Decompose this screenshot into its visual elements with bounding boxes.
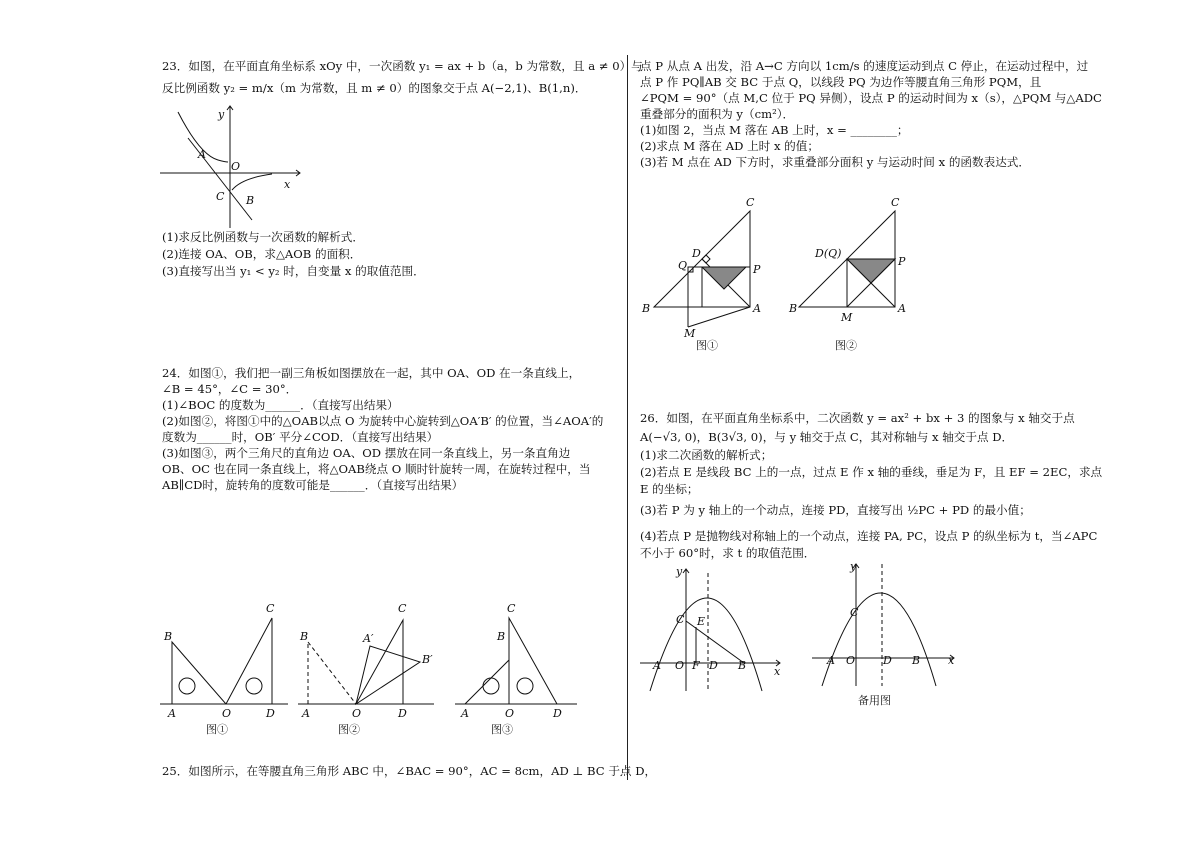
q24-f1-C: C: [266, 602, 275, 615]
q26-f1-B: B: [738, 659, 747, 672]
q23-line2: 反比例函数 y₂ = m/x（m 为常数，且 m ≠ 0）的图象交于点 A(−2,1)、B(1,n)．: [162, 81, 587, 95]
q26-sub1: (1)求二次函数的解析式；: [640, 448, 773, 462]
q24-f1-D: D: [266, 707, 275, 720]
q23-sub3: (3)直接写出当 y₁ < y₂ 时，自变量 x 的取值范围．: [162, 264, 425, 278]
q26-f1-y: y: [676, 565, 683, 578]
q24-f3-D: D: [553, 707, 562, 720]
q23-fig-a: A: [198, 148, 206, 161]
q25-f1-D: D: [692, 247, 701, 260]
q24-figure-1: [160, 600, 290, 740]
q26-f2-A: A: [827, 654, 835, 667]
q26-sub3: (3)若 P 为 y 轴上的一个动点，连接 PD，直接写出 ½PC + PD 的最小值；: [640, 503, 1031, 517]
q23-sub2: (2)连接 OA、OB，求△AOB 的面积．: [162, 247, 362, 261]
q25-f2-C: C: [891, 196, 900, 209]
q26-sub4b: 不小于 60°时，求 t 的取值范围．: [640, 546, 816, 560]
q24-figure-3: [455, 600, 585, 740]
q25-f1-Q: Q: [678, 259, 688, 272]
q24-figure-2: [298, 600, 438, 740]
q24-f2-B: B: [300, 630, 309, 643]
q26-f1-D: D: [709, 659, 718, 672]
q26-figure-2: [812, 560, 962, 710]
q25-figure-1: [640, 195, 770, 355]
q24-sub2b: 度数为______时，OB′ 平分∠COD．（直接写出结果）: [162, 430, 439, 444]
q23-fig-b: B: [246, 194, 255, 207]
q23-line1: 23．如图，在平面直角坐标系 xOy 中，一次函数 y₁ = ax + b（a，b 为常数，且 a ≠ 0）与: [162, 59, 643, 73]
q24-f3-C: C: [507, 602, 516, 615]
q26-f2-x: x: [948, 654, 955, 667]
q25-line1: 25．如图所示，在等腰直角三角形 ABC 中，∠BAC = 90°，AC = 8cm，AD ⊥ BC 于点 D，: [162, 764, 657, 778]
q24-f2-D: D: [398, 707, 407, 720]
q23-fig-y: y: [218, 108, 225, 121]
q26-f1-C: C: [676, 613, 685, 626]
q25-f1-A: A: [753, 302, 761, 315]
q25-f2-A: A: [898, 302, 906, 315]
q26-sub4a: (4)若点 P 是抛物线对称轴上的一个动点，连接 PA, PC，设点 P 的纵坐标为 t，当∠APC: [640, 529, 1098, 543]
q25-cont3: ∠PQM = 90°（点 M,C 位于 PQ 异侧），设点 P 的运动时间为 x（s），△PQM 与△ADC: [640, 91, 1102, 105]
q24-sub3a: (3)如图③，两个三角尺的直角边 OA、OD 摆放在同一条直线上，另一条直角边: [162, 446, 571, 460]
q25-f2-B: B: [789, 302, 798, 315]
q25-f1-P: P: [753, 263, 761, 276]
q24-f1-O: O: [222, 707, 232, 720]
q25-cont1: 点 P 从点 A 出发，沿 A→C 方向以 1cm/s 的速度运动到点 C 停止，在运动过程中，过: [640, 59, 1089, 73]
q25-f1-C: C: [746, 196, 755, 209]
q24-sub3c: AB∥CD时，旋转角的度数可能是______．（直接写出结果）: [162, 478, 464, 492]
q24-f2-A1: A′: [363, 632, 374, 645]
q23-fig-x: x: [284, 178, 291, 191]
q25-cont2: 点 P 作 PQ∥AB 交 BC 于点 Q，以线段 PQ 为边作等腰直角三角形 PQM，且: [640, 75, 1042, 89]
q25-f1-B: B: [642, 302, 651, 315]
q26-f2-O: O: [846, 654, 856, 667]
q24-f2-A: A: [302, 707, 310, 720]
q24-line1: 24．如图①，我们把一副三角板如图摆放在一起，其中 OA、OD 在一条直线上，: [162, 366, 581, 380]
q26-f2-cap: 备用图: [858, 694, 891, 707]
q24-sub3b: OB、OC 也在同一条直线上，将△OAB绕点 O 顺时针旋转一周，在旋转过程中，当: [162, 462, 591, 476]
q25-figure-2: [785, 195, 915, 355]
q25-f1-M: M: [684, 327, 696, 340]
q24-f1-cap: 图①: [206, 723, 228, 736]
q26-f2-y: y: [850, 560, 857, 573]
q25-sub2: (2)求点 M 落在 AD 上时 x 的值；: [640, 139, 819, 153]
q25-cont4: 重叠部分的面积为 y（cm²）．: [640, 107, 795, 121]
q24-f2-O: O: [352, 707, 362, 720]
q26-line1: 26．如图，在平面直角坐标系中，二次函数 y = ax² + bx + 3 的图象与 x 轴交于点: [640, 411, 1075, 425]
q26-figure-1: [640, 565, 790, 695]
column-divider: [627, 55, 628, 780]
q26-f2-C: C: [850, 606, 859, 619]
q25-f2-cap: 图②: [835, 339, 857, 352]
q25-sub3: (3)若 M 点在 AD 下方时，求重叠部分面积 y 与运动时间 x 的函数表达式．: [640, 155, 1030, 169]
q26-f2-B: B: [912, 654, 921, 667]
q26-f1-A: A: [653, 659, 661, 672]
q25-f2-M: M: [841, 311, 853, 324]
q24-f2-C: C: [398, 602, 407, 615]
q26-sub2a: (2)若点 E 是线段 BC 上的一点，过点 E 作 x 轴的垂线，垂足为 F，且 EF = 2EC，求点: [640, 465, 1103, 479]
q24-f1-A: A: [168, 707, 176, 720]
q26-f1-E: E: [697, 615, 706, 628]
q24-f1-B: B: [164, 630, 173, 643]
q24-line2: ∠B = 45°，∠C = 30°．: [162, 382, 298, 396]
q23-fig-c: C: [216, 190, 225, 203]
q26-f1-O: O: [675, 659, 685, 672]
q25-sub1: (1)如图 2，当点 M 落在 AB 上时，x = ________；: [640, 123, 909, 137]
q26-f1-F: F: [692, 659, 700, 672]
q26-f2-D: D: [883, 654, 892, 667]
q24-f2-B1: B′: [422, 653, 433, 666]
q24-f3-O: O: [505, 707, 515, 720]
q25-f2-DQ: D(Q): [815, 247, 842, 260]
q24-f3-cap: 图③: [491, 723, 513, 736]
q23-fig-o: O: [231, 160, 241, 173]
q24-f2-cap: 图②: [338, 723, 360, 736]
q24-f3-B: B: [497, 630, 506, 643]
q23-figure: [160, 100, 320, 230]
q23-sub1: (1)求反比例函数与一次函数的解析式．: [162, 230, 364, 244]
q24-sub2a: (2)如图②，将图①中的△OAB以点 O 为旋转中心旋转到△OA′B′ 的位置，当∠AOA′的: [162, 414, 604, 428]
q26-sub2b: E 的坐标；: [640, 482, 699, 496]
q26-f1-x: x: [774, 665, 781, 678]
q24-sub1: (1)∠BOC 的度数为______．（直接写出结果）: [162, 398, 399, 412]
q26-line2: A(−√3, 0)，B(3√3, 0)，与 y 轴交于点 C，其对称轴与 x 轴交于点 D．: [640, 430, 1014, 444]
q25-f1-cap: 图①: [696, 339, 718, 352]
q25-f2-P: P: [898, 255, 906, 268]
q24-f3-A: A: [461, 707, 469, 720]
